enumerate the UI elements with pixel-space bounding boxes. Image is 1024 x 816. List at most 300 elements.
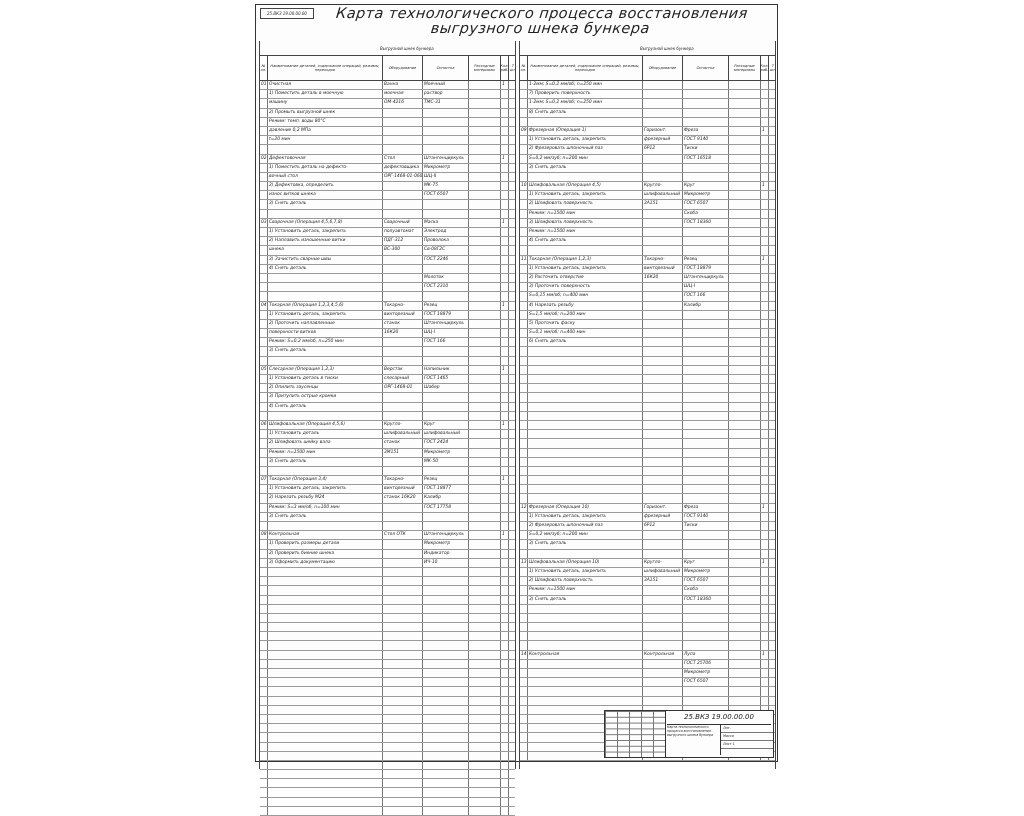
table-cell [268, 697, 383, 705]
table-cell [383, 660, 423, 668]
table-cell [260, 761, 268, 769]
table-row [260, 136, 515, 145]
table-cell: слесарный [383, 375, 423, 383]
table-cell [761, 357, 769, 365]
table-cell [761, 145, 769, 153]
table-cell: Резец [423, 476, 469, 484]
table-cell [268, 669, 383, 677]
table-cell [423, 412, 469, 420]
table-row [260, 421, 515, 430]
table-row [260, 329, 515, 338]
table-cell: Режим: S=3 мм/об, n=100 мин [268, 504, 383, 512]
table-row [260, 99, 515, 108]
table-cell: 2) Проверить биение шнека [268, 550, 383, 558]
table-cell [260, 614, 268, 622]
table-cell [509, 550, 515, 558]
table-cell [528, 632, 643, 640]
table-cell [260, 494, 268, 502]
table-cell [520, 237, 528, 245]
table-cell [268, 779, 383, 787]
table-cell [683, 347, 729, 355]
table-cell [509, 393, 515, 401]
table-cell [729, 697, 761, 705]
table-cell [383, 596, 423, 604]
table-row [520, 513, 775, 522]
table-cell: Микрометр [423, 449, 469, 457]
table-cell [469, 118, 501, 126]
table-cell [469, 109, 501, 117]
table-cell: ГОСТ 2424 [423, 439, 469, 447]
table-cell [683, 467, 729, 475]
table-cell [268, 798, 383, 806]
table-cell: 2) Расточить отверстие [528, 274, 643, 282]
table-cell [769, 614, 775, 622]
table-cell [383, 715, 423, 723]
table-cell: 11 [520, 256, 528, 264]
table-cell [643, 228, 683, 236]
table-cell [769, 109, 775, 117]
table-row [520, 403, 775, 412]
table-cell: 1 [501, 302, 509, 310]
table-row [520, 660, 775, 669]
table-cell [643, 237, 683, 245]
table-cell [501, 311, 509, 319]
table-row [260, 393, 515, 402]
table-row [260, 155, 515, 164]
table-row [520, 430, 775, 439]
table-cell [383, 393, 423, 401]
table-cell [683, 311, 729, 319]
table-row [260, 743, 515, 752]
table-cell [509, 770, 515, 778]
table-cell [268, 733, 383, 741]
table-cell [383, 733, 423, 741]
table-cell [509, 338, 515, 346]
table-cell [383, 779, 423, 787]
table-cell [260, 586, 268, 594]
table-cell: 03 [260, 219, 268, 227]
table-cell [469, 706, 501, 714]
table-cell [501, 770, 509, 778]
table-cell [383, 118, 423, 126]
table-cell [260, 338, 268, 346]
table-cell [528, 550, 643, 558]
table-row [520, 265, 775, 274]
table-cell [383, 798, 423, 806]
table-cell [761, 320, 769, 328]
table-cell [769, 375, 775, 383]
table-cell [260, 265, 268, 273]
table-cell [268, 724, 383, 732]
table-cell: 3) Снять деталь [268, 347, 383, 355]
table-cell: ГОСТ 18360 [683, 596, 729, 604]
table-cell [643, 623, 683, 631]
table-row [260, 568, 515, 577]
table-cell [423, 403, 469, 411]
table-cell: 1 [761, 182, 769, 190]
table-cell [729, 274, 761, 282]
table-cell [683, 641, 729, 649]
table-row [260, 256, 515, 265]
table-cell [383, 687, 423, 695]
table-cell [729, 504, 761, 512]
table-cell [769, 403, 775, 411]
table-row [520, 485, 775, 494]
table-cell [729, 476, 761, 484]
table-row [260, 449, 515, 458]
table-cell [520, 145, 528, 153]
table-cell [469, 375, 501, 383]
table-cell [383, 283, 423, 291]
title-block-meta-cell: Лист 1 [721, 741, 773, 749]
table-cell [268, 687, 383, 695]
table-cell: Лупа [683, 651, 729, 659]
table-cell [769, 439, 775, 447]
table-cell [383, 540, 423, 548]
table-cell [509, 568, 515, 576]
table-cell [469, 660, 501, 668]
table-cell [383, 200, 423, 208]
table-cell [761, 568, 769, 576]
table-cell [761, 329, 769, 337]
table-cell [423, 651, 469, 659]
table-cell [383, 807, 423, 815]
table-cell [469, 494, 501, 502]
table-row [260, 697, 515, 706]
table-cell [469, 136, 501, 144]
table-cell [469, 210, 501, 218]
table-cell [643, 155, 683, 163]
table-cell: раствор [423, 90, 469, 98]
table-cell [268, 660, 383, 668]
table-cell [501, 788, 509, 796]
title-block [604, 710, 774, 758]
table-cell [643, 219, 683, 227]
table-cell [729, 522, 761, 530]
table-row [260, 706, 515, 715]
table-cell [769, 476, 775, 484]
table-cell [643, 109, 683, 117]
table-cell [423, 347, 469, 355]
table-cell: 3) Зачистить сварные швы [268, 256, 383, 264]
table-cell [769, 357, 775, 365]
table-cell [769, 504, 775, 512]
table-cell [761, 449, 769, 457]
table-cell: фрезерный [643, 136, 683, 144]
table-cell [520, 623, 528, 631]
table-cell [423, 807, 469, 815]
table-row [520, 200, 775, 209]
table-cell [643, 81, 683, 89]
table-cell [509, 439, 515, 447]
table-cell [501, 274, 509, 282]
table-cell: 3) Притупить острые кромки [268, 393, 383, 401]
table-cell [383, 504, 423, 512]
table-cell [469, 439, 501, 447]
table-cell: 1 [501, 421, 509, 429]
table-cell [501, 210, 509, 218]
table-cell [423, 577, 469, 585]
table-cell [729, 614, 761, 622]
table-cell [520, 476, 528, 484]
table-cell [729, 191, 761, 199]
table-cell [268, 614, 383, 622]
table-cell: Св-08Г2С [423, 246, 469, 254]
table-cell [643, 449, 683, 457]
table-cell: винторезный [643, 265, 683, 273]
table-cell [520, 513, 528, 521]
table-cell [528, 430, 643, 438]
table-cell [469, 145, 501, 153]
table-cell [528, 476, 643, 484]
table-cell: давление 0,2 МПа [268, 127, 383, 135]
table-cell: шнека [268, 246, 383, 254]
table-cell [683, 164, 729, 172]
table-cell [509, 779, 515, 787]
table-cell [683, 412, 729, 420]
table-cell [683, 614, 729, 622]
table-cell: 2) Наплавить изношенные витки [268, 237, 383, 245]
right-column-headers [520, 56, 775, 81]
table-cell [423, 752, 469, 760]
table-cell [520, 210, 528, 218]
table-row [260, 779, 515, 788]
table-cell: Проволока [423, 237, 469, 245]
table-cell [423, 706, 469, 714]
table-cell [509, 494, 515, 502]
table-cell [509, 807, 515, 815]
table-cell: 3) Оформить документацию [268, 559, 383, 567]
table-cell [423, 513, 469, 521]
table-cell: ПДГ-312 [383, 237, 423, 245]
table-row [260, 403, 515, 412]
table-cell [683, 494, 729, 502]
table-cell: 2) Нарезать резьбу М24 [268, 494, 383, 502]
table-cell [769, 596, 775, 604]
table-cell [761, 173, 769, 181]
table-cell: Ванна [383, 81, 423, 89]
table-cell [268, 274, 383, 282]
table-row [260, 357, 515, 366]
table-cell [383, 752, 423, 760]
table-cell [528, 421, 643, 429]
table-cell [729, 660, 761, 668]
table-cell: Круг [683, 182, 729, 190]
table-cell [501, 540, 509, 548]
table-cell [528, 641, 643, 649]
table-cell [520, 403, 528, 411]
table-cell [520, 246, 528, 254]
table-cell [260, 246, 268, 254]
table-cell [769, 136, 775, 144]
table-cell [528, 660, 643, 668]
table-cell [469, 651, 501, 659]
table-cell [260, 109, 268, 117]
table-cell [260, 485, 268, 493]
table-cell: ГОСТ 25706 [683, 660, 729, 668]
table-cell [520, 467, 528, 475]
table-cell [769, 384, 775, 392]
table-cell [643, 338, 683, 346]
table-row [260, 219, 515, 228]
table-cell [423, 788, 469, 796]
table-cell: 1) Установить деталь, закрепить [528, 191, 643, 199]
table-cell [509, 715, 515, 723]
table-cell: 4) Снять деталь [268, 403, 383, 411]
table-cell [469, 384, 501, 392]
table-row [520, 559, 775, 568]
table-cell [509, 632, 515, 640]
table-cell [769, 513, 775, 521]
table-cell [528, 384, 643, 392]
table-cell [469, 623, 501, 631]
table-cell [509, 99, 515, 107]
table-row [260, 632, 515, 641]
table-cell [643, 439, 683, 447]
table-cell: 7) Проверить поверхность [528, 90, 643, 98]
table-cell [520, 678, 528, 686]
table-cell [501, 669, 509, 677]
table-cell: Резец [423, 302, 469, 310]
table-cell [423, 265, 469, 273]
table-cell [528, 246, 643, 254]
table-cell [729, 265, 761, 273]
table-cell [469, 237, 501, 245]
table-cell [520, 329, 528, 337]
table-cell [423, 393, 469, 401]
table-cell [520, 136, 528, 144]
table-row [520, 329, 775, 338]
table-cell [260, 540, 268, 548]
table-row [260, 366, 515, 375]
table-row [260, 182, 515, 191]
table-cell: 3М151 [383, 449, 423, 457]
table-cell [509, 366, 515, 374]
table-cell [383, 274, 423, 282]
title-block-name-line: Карта технологического [667, 725, 709, 729]
table-cell [769, 632, 775, 640]
table-cell [769, 200, 775, 208]
table-cell [643, 476, 683, 484]
table-cell [260, 779, 268, 787]
table-cell: 1) Поместить деталь в моечную [268, 90, 383, 98]
table-row [520, 687, 775, 696]
table-cell [761, 430, 769, 438]
table-cell [643, 540, 683, 548]
table-cell: 02 [260, 155, 268, 163]
table-cell [520, 283, 528, 291]
table-cell [509, 743, 515, 751]
table-cell [520, 724, 528, 732]
table-cell [383, 513, 423, 521]
table-row [520, 550, 775, 559]
table-cell [729, 586, 761, 594]
table-cell [383, 697, 423, 705]
table-cell [520, 743, 528, 751]
table-cell: 1) Установить деталь, закрепить [528, 136, 643, 144]
table-cell [501, 550, 509, 558]
table-cell [469, 687, 501, 695]
column-header: Наименование деталей, содержание операций, режимы, переходов [528, 56, 643, 80]
table-cell [761, 237, 769, 245]
table-row [520, 182, 775, 191]
table-cell [769, 687, 775, 695]
table-cell [643, 173, 683, 181]
table-cell [509, 320, 515, 328]
table-cell [469, 577, 501, 585]
right-detail-header [520, 41, 775, 56]
table-cell: ГОСТ 1465 [423, 375, 469, 383]
table-row [260, 347, 515, 356]
table-cell [509, 522, 515, 530]
table-cell: ВС-300 [383, 246, 423, 254]
table-cell [729, 90, 761, 98]
table-row [260, 770, 515, 779]
table-row [520, 458, 775, 467]
table-cell [769, 173, 775, 181]
table-cell [769, 191, 775, 199]
table-cell: 6Р12 [643, 145, 683, 153]
table-row [520, 136, 775, 145]
table-cell: Режим: n=1500 мин [528, 210, 643, 218]
table-cell: Токарная (Операция 1,2,3) [528, 256, 643, 264]
table-cell [683, 375, 729, 383]
table-cell [501, 357, 509, 365]
table-cell [643, 357, 683, 365]
table-cell [260, 641, 268, 649]
table-row [260, 439, 515, 448]
table-cell [509, 164, 515, 172]
table-cell [469, 90, 501, 98]
table-cell [423, 641, 469, 649]
table-cell [769, 347, 775, 355]
table-cell [509, 347, 515, 355]
table-cell [423, 761, 469, 769]
table-cell [469, 779, 501, 787]
table-cell [509, 687, 515, 695]
table-cell [509, 237, 515, 245]
table-cell [520, 485, 528, 493]
table-cell: винторезный [383, 485, 423, 493]
table-cell: 01 [260, 81, 268, 89]
table-cell [761, 228, 769, 236]
table-row [520, 357, 775, 366]
table-cell [761, 375, 769, 383]
table-cell: 2) Шлифовать поверхность [528, 200, 643, 208]
table-cell [260, 559, 268, 567]
table-cell [268, 623, 383, 631]
table-cell: 1) Установить деталь, закрепить [528, 568, 643, 576]
table-cell [501, 393, 509, 401]
table-cell [268, 522, 383, 530]
table-row [520, 256, 775, 265]
table-cell [383, 191, 423, 199]
table-cell: Контрольная [643, 651, 683, 659]
table-cell [509, 485, 515, 493]
table-cell [520, 449, 528, 457]
table-cell [509, 798, 515, 806]
table-cell [260, 357, 268, 365]
table-cell [260, 99, 268, 107]
table-cell [769, 81, 775, 89]
table-cell [528, 357, 643, 365]
table-cell [729, 687, 761, 695]
table-cell [729, 550, 761, 558]
table-row [260, 788, 515, 797]
table-cell: Микрометр [683, 669, 729, 677]
table-row [260, 210, 515, 219]
table-cell [528, 678, 643, 686]
